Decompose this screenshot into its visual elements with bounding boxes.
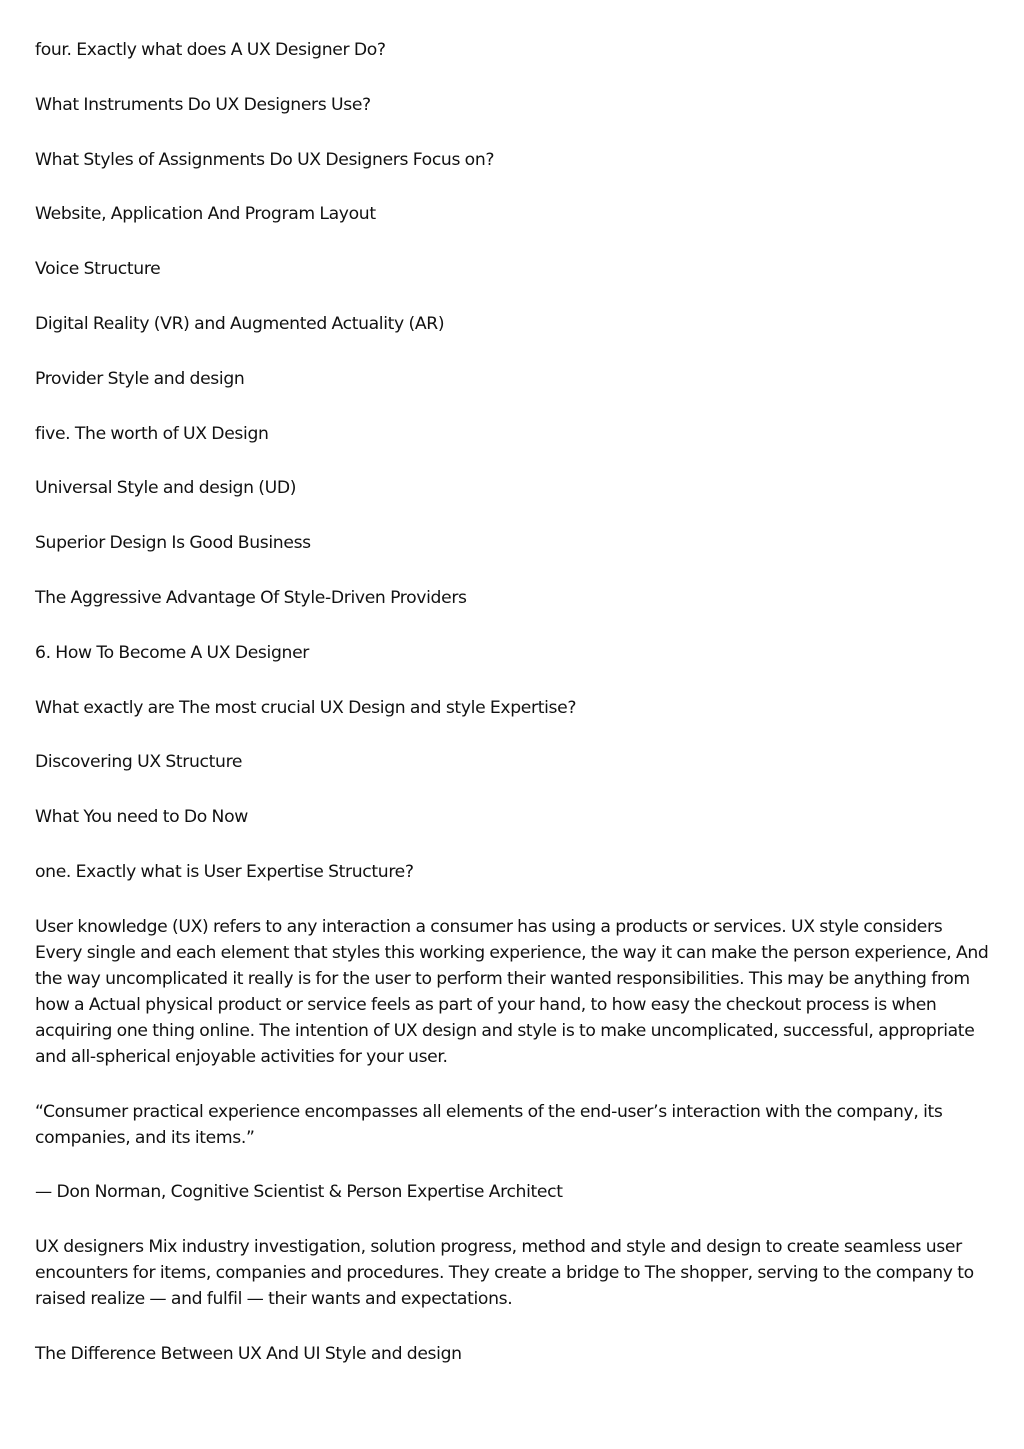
heading-aggressive-advantage: The Aggressive Advantage Of Style-Driven Providers bbox=[35, 587, 467, 608]
heading-good-business: Superior Design Is Good Business bbox=[35, 533, 311, 554]
quote-paragraph: “Consumer practical experience encompasses all elements of the end-user’s interaction with the company, its companies, and its items.” bbox=[35, 1101, 943, 1148]
heading-vr-ar: Digital Reality (VR) and Augmented Actuality (AR) bbox=[35, 313, 445, 334]
heading-voice-structure: Voice Structure bbox=[35, 259, 161, 280]
heading-become-ux-designer: 6. How To Become A UX Designer bbox=[35, 642, 310, 663]
heading-discovering-ux: Discovering UX Structure bbox=[35, 752, 243, 773]
heading-ux-vs-ui: The Difference Between UX And UI Style and design bbox=[35, 1343, 462, 1364]
quote-attribution: — Don Norman, Cognitive Scientist & Person Expertise Architect bbox=[35, 1182, 563, 1203]
intro-paragraph: User knowledge (UX) refers to any interaction a consumer has using a products or services. UX style considers Every single and each element that styles this working experience, the way it can make the person experience, And the way uncomplicated it really is for the user to perform their wanted responsibilities. This may be anything from how a Actual physical product or service feels as part of your hand, to how easy the checkout process is when acquiring one thing online. The intention of UX design and style is to make uncomplicated, successful, appropriate and all-spherical enjoyable activities for your user. bbox=[35, 916, 989, 1067]
heading-website-layout: Website, Application And Program Layout bbox=[35, 204, 376, 225]
closing-paragraph: UX designers Mix industry investigation, solution progress, method and style and design to create seamless user encounters for items, companies and procedures. They create a bridge to The shopper, serving to the company to raised realize — and fulfil — their wants and expectations. bbox=[35, 1237, 974, 1310]
heading-instruments: What Instruments Do UX Designers Use? bbox=[35, 94, 371, 115]
heading-assignments: What Styles of Assignments Do UX Designers Focus on? bbox=[35, 149, 495, 170]
heading-provider-style: Provider Style and design bbox=[35, 368, 245, 389]
heading-ux-designer-do: four. Exactly what does A UX Designer Do? bbox=[35, 40, 386, 60]
heading-worth-of-ux: five. The worth of UX Design bbox=[35, 423, 269, 444]
heading-do-now: What You need to Do Now bbox=[35, 807, 248, 828]
document-page bbox=[35, 37, 993, 1367]
heading-user-expertise-structure: one. Exactly what is User Expertise Structure? bbox=[35, 861, 414, 882]
heading-universal-style: Universal Style and design (UD) bbox=[35, 478, 297, 499]
heading-crucial-expertise: What exactly are The most crucial UX Design and style Expertise? bbox=[35, 697, 577, 718]
